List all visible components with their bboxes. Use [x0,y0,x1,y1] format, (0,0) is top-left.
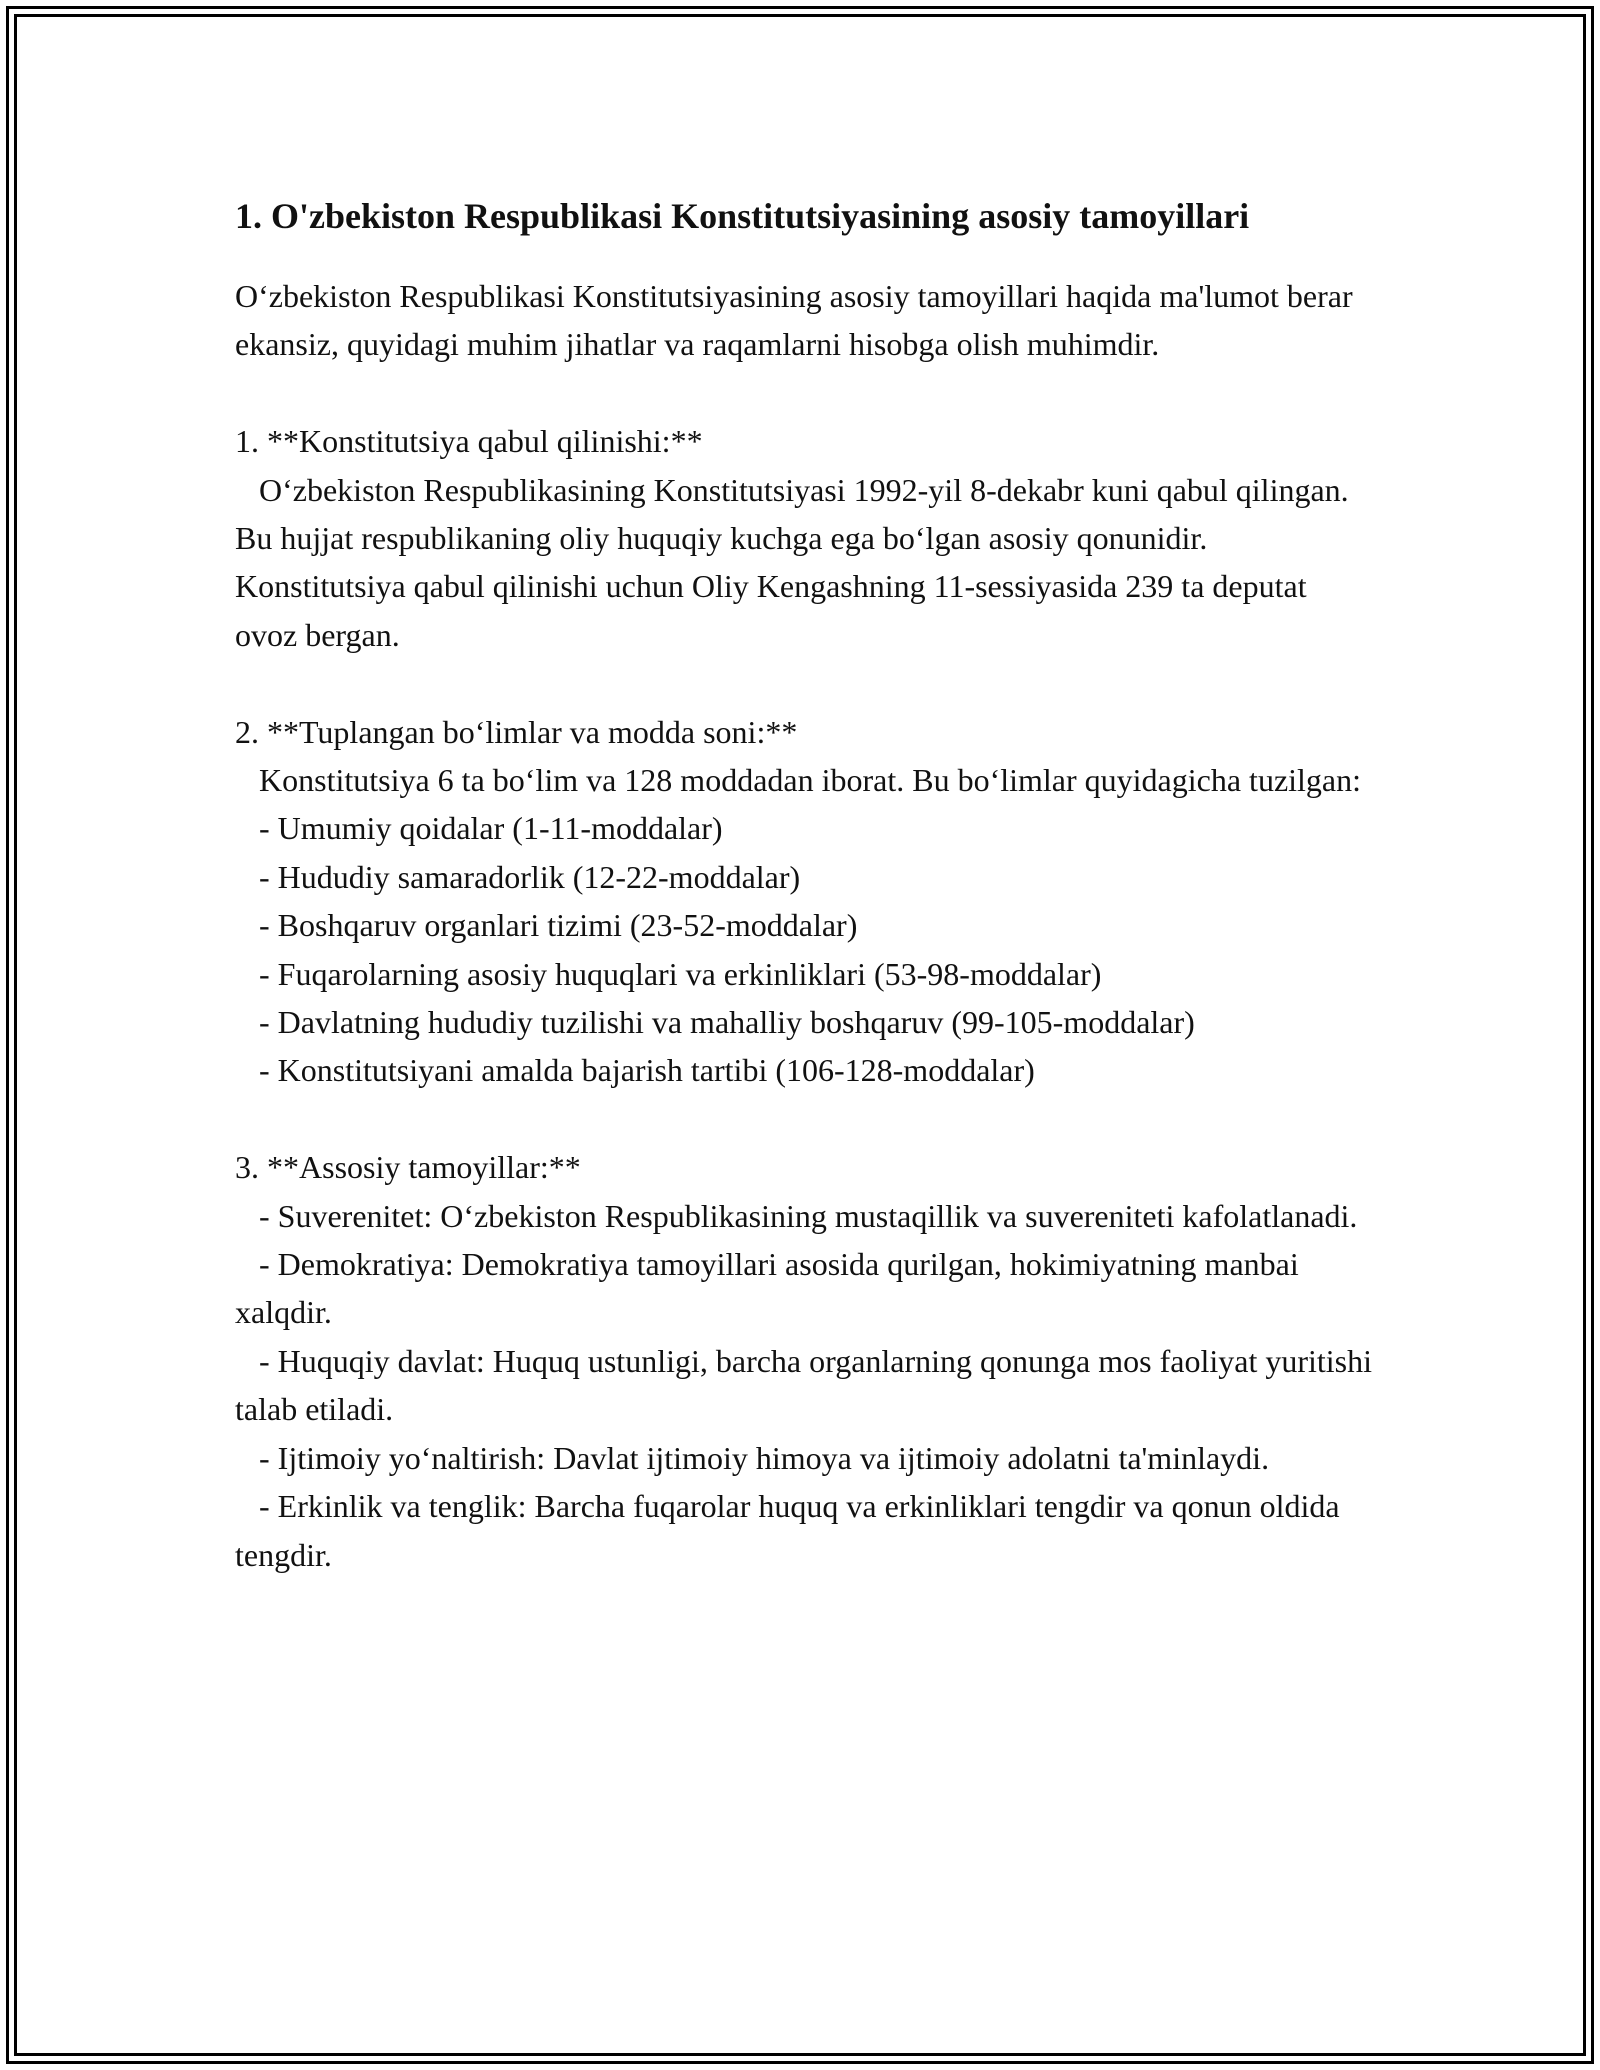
section-heading: 1. **Konstitutsiya qabul qilinishi:** [235,423,703,460]
section-3 [235,1143,1375,1579]
section-heading: 2. **Tuplangan bo‘limlar va modda soni:** [235,713,798,750]
list-item: - Suverenitet: O‘zbekiston Respublikasining mustaqillik va suvereniteti kafolatlanadi. [259,1197,1358,1234]
list-item: - Konstitutsiyani amalda bajarish tartibi (106-128-moddalar) [259,1052,1035,1089]
indent-space [235,762,259,798]
section-body-text: O‘zbekiston Respublikasining Konstitutsiyasi 1992-yil 8-dekabr kuni qabul qilingan. Bu hujjat respublikaning oliy huquqiy kuchga ega bo‘lgan asosiy qonunidir. Konstitutsiya qabul qilinishi uchun Oliy Kengashning 11-sessiyasida 239 ta deputat ovoz bergan. [235,471,1349,653]
list-item: - Fuqarolarning asosiy huquqlari va erkinliklari (53-98-moddalar) [259,955,1102,992]
intro-paragraph: O‘zbekiston Respublikasi Konstitutsiyasining asosiy tamoyillari haqida ma'lumot berar ekansiz, quyidagi muhim jihatlar va raqamlarni hisobga olish muhimdir. [235,278,1353,363]
list-item: - Demokratiya: Demokratiya tamoyillari asosida qurilgan, hokimiyatning manbai xalqdir. [235,1246,1299,1331]
list-item: - Huquqiy davlat: Huquq ustunligi, barcha organlarning qonunga mos faoliyat yuritishi talab etiladi. [235,1342,1372,1428]
section-1 [235,417,1375,659]
document-content [235,188,1375,1579]
section-body [235,466,1375,660]
list-item: - Davlatning hududiy tuzilishi va mahalliy boshqaruv (99-105-moddalar) [259,1004,1195,1041]
list-item: - Boshqaruv organlari tizimi (23-52-moddalar) [259,907,858,944]
section-body-text: Konstitutsiya 6 ta bo‘lim va 128 moddadan iborat. Bu bo‘limlar quyidagicha tuzilgan: [259,762,1362,799]
section-heading: 3. **Assosiy tamoyillar:** [235,1149,581,1186]
section-body [235,756,1375,804]
list-item: - Ijtimoiy yo‘naltirish: Davlat ijtimoiy himoya va ijtimoiy adolatni ta'minlaydi. [259,1439,1270,1476]
list-item: - Umumiy qoidalar (1-11-moddalar) [259,810,723,847]
blank-line [235,659,1375,707]
list-item: - Erkinlik va tenglik: Barcha fuqarolar huquq va erkinliklari tengdir va qonun oldida tengdir. [235,1488,1340,1573]
document-body [235,272,1375,1579]
section-2 [235,708,1375,1095]
indent-space [235,472,259,508]
list-item: - Hududiy samaradorlik (12-22-moddalar) [259,858,801,895]
blank-line [235,369,1375,417]
page-title: 1. O'zbekiston Respublikasi Konstitutsiyasining asosiy tamoyillari [235,196,1250,236]
blank-line [235,1095,1375,1143]
